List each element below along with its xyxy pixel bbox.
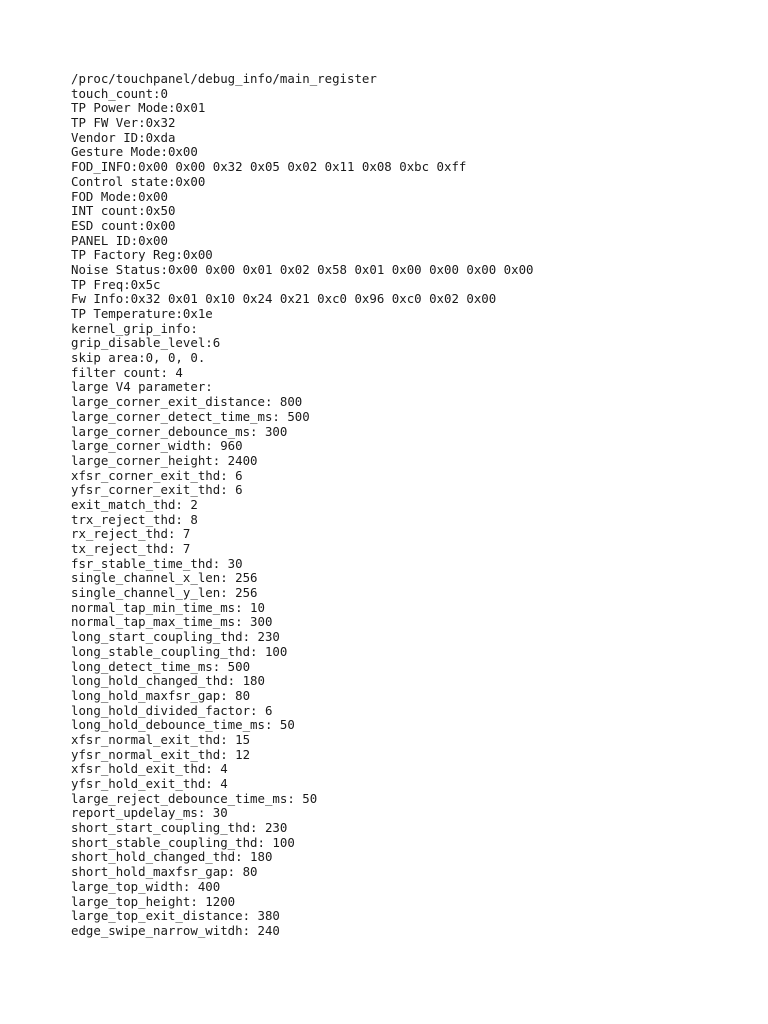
text-line: Control state:0x00: [71, 173, 206, 189]
text-line: TP Factory Reg:0x00: [71, 247, 213, 263]
text-line: TP Temperature:0x1e: [71, 306, 213, 321]
text-line: rx_reject_thd: 7: [71, 526, 191, 542]
text-line: long_hold_changed_thd: 180: [71, 673, 265, 689]
text-line: xfsr_hold_exit_thd: 4: [71, 761, 228, 777]
text-line: trx_reject_thd: 8: [71, 511, 198, 527]
text-line: normal_tap_max_time_ms: 300: [71, 614, 273, 630]
text-line: large_corner_height: 2400: [71, 452, 258, 468]
text-line: yfsr_corner_exit_thd: 6: [71, 482, 243, 498]
text-line: edge_swipe_narrow_witdh: 240: [71, 922, 280, 938]
text-line: exit_match_thd: 2: [71, 496, 198, 512]
text-line: long_start_coupling_thd: 230: [71, 629, 280, 645]
register-dump-text: [71, 72, 751, 939]
text-line: large_corner_detect_time_ms: 500: [71, 408, 310, 424]
text-line: short_hold_maxfsr_gap: 80: [71, 864, 258, 880]
text-line: long_hold_debounce_time_ms: 50: [71, 717, 295, 733]
text-line: yfsr_hold_exit_thd: 4: [71, 776, 228, 791]
text-line: INT count:0x50: [71, 203, 176, 219]
text-line: Noise Status:0x00 0x00 0x01 0x02 0x58 0x01 0x00 0x00 0x00 0x00: [71, 261, 534, 277]
text-line: large_reject_debounce_time_ms: 50: [71, 790, 318, 806]
text-line: touch_count:0: [71, 85, 168, 101]
text-line: PANEL ID:0x00: [71, 232, 168, 248]
text-line: long_stable_coupling_thd: 100: [71, 643, 288, 659]
text-line: short_start_coupling_thd: 230: [71, 820, 288, 836]
text-line: long_detect_time_ms: 500: [71, 658, 251, 674]
text-line: TP Power Mode:0x01: [71, 100, 206, 116]
text-line: xfsr_corner_exit_thd: 6: [71, 467, 243, 483]
text-line: Fw Info:0x32 0x01 0x10 0x24 0x21 0xc0 0x96 0xc0 0x02 0x00: [71, 291, 497, 307]
text-line: /proc/touchpanel/debug_info/main_register: [71, 71, 377, 86]
text-line: normal_tap_min_time_ms: 10: [71, 599, 265, 615]
text-line: short_stable_coupling_thd: 100: [71, 834, 295, 850]
text-line: long_hold_maxfsr_gap: 80: [71, 687, 251, 703]
text-line: xfsr_normal_exit_thd: 15: [71, 731, 251, 747]
text-line: large_top_width: 400: [71, 878, 221, 894]
text-line: large_top_height: 1200: [71, 893, 236, 909]
text-line: Gesture Mode:0x00: [71, 144, 198, 160]
text-line: long_hold_divided_factor: 6: [71, 702, 273, 718]
text-line: skip area:0, 0, 0.: [71, 350, 206, 366]
text-line: kernel_grip_info:: [71, 320, 198, 336]
text-line: single_channel_x_len: 256: [71, 570, 258, 586]
text-line: large V4 parameter:: [71, 379, 213, 395]
text-line: FOD Mode:0x00: [71, 188, 168, 204]
text-line: single_channel_y_len: 256: [71, 585, 258, 601]
text-line: FOD_INFO:0x00 0x00 0x32 0x05 0x02 0x11 0x08 0xbc 0xff: [71, 159, 467, 175]
text-line: large_corner_width: 960: [71, 438, 243, 454]
text-line: large_top_exit_distance: 380: [71, 908, 280, 924]
text-line: grip_disable_level:6: [71, 335, 221, 351]
text-line: TP Freq:0x5c: [71, 276, 161, 292]
text-line: fsr_stable_time_thd: 30: [71, 555, 243, 571]
text-line: tx_reject_thd: 7: [71, 541, 191, 556]
text-line: large_corner_exit_distance: 800: [71, 394, 303, 410]
text-line: TP FW Ver:0x32: [71, 115, 176, 131]
text-line: filter count: 4: [71, 364, 183, 380]
text-line: yfsr_normal_exit_thd: 12: [71, 746, 251, 762]
text-line: large_corner_debounce_ms: 300: [71, 423, 288, 439]
text-line: Vendor ID:0xda: [71, 129, 176, 145]
text-line: ESD count:0x00: [71, 217, 176, 233]
text-line: short_hold_changed_thd: 180: [71, 849, 273, 865]
text-line: report_updelay_ms: 30: [71, 805, 228, 821]
